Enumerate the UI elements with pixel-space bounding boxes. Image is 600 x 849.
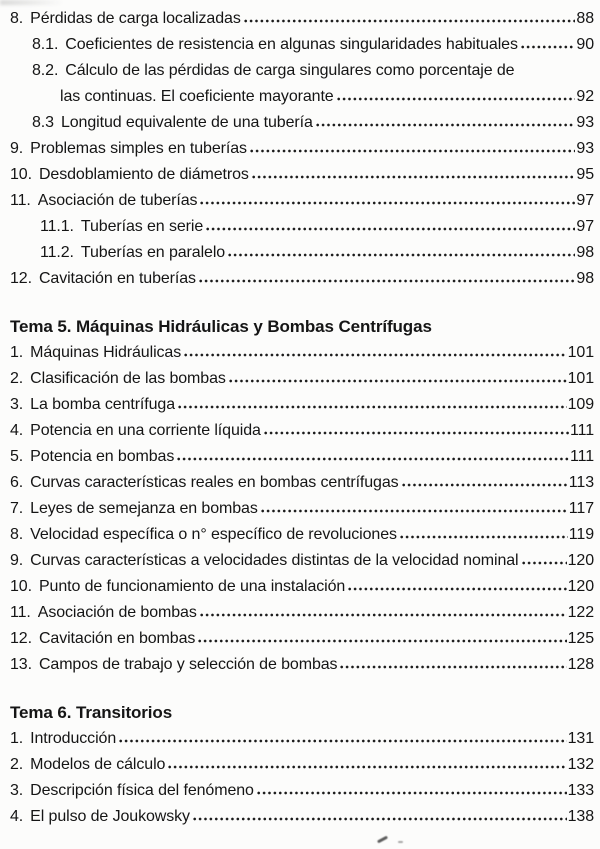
page-number: 120 [567, 578, 594, 595]
toc-section [10, 700, 594, 830]
entry-number: 4. [10, 422, 24, 439]
entry-number: 11.2. [40, 244, 74, 261]
toc-entry [10, 6, 594, 32]
entry-number: 3. [10, 396, 24, 413]
dot-leader [261, 509, 568, 513]
dot-leader [228, 253, 575, 257]
toc-entry [10, 600, 594, 626]
toc-entry [10, 418, 594, 444]
toc-entry [10, 444, 594, 470]
entry-number: 11. [10, 192, 31, 209]
entry-number: 10. [10, 166, 32, 183]
page-number: 131 [567, 730, 594, 747]
dot-leader [177, 457, 569, 461]
dot-leader [119, 739, 566, 743]
toc [10, 6, 594, 830]
toc-entry [10, 32, 594, 58]
toc-entry [10, 214, 594, 240]
page-number: 120 [567, 552, 594, 569]
dot-leader [252, 175, 576, 179]
entry-title: Curvas características reales en bombas centrífugas [30, 474, 399, 491]
toc-entry [10, 266, 594, 292]
toc-entry [10, 804, 594, 830]
entry-title: Problemas simples en tuberías [30, 140, 247, 157]
entry-number: 9. [10, 552, 24, 569]
entry-title: Máquinas Hidráulicas [30, 344, 182, 361]
toc-entry [10, 188, 594, 214]
entry-number: 8. [10, 526, 24, 543]
page-number: 101 [567, 344, 594, 361]
entry-title: Curvas características a velocidades distintas de la velocidad nominal [30, 552, 519, 569]
toc-entry [10, 366, 594, 392]
entry-title: Pérdidas de carga localizadas [30, 10, 241, 27]
page-number: 101 [567, 370, 594, 387]
entry-number: 5. [10, 448, 24, 465]
toc-entry [10, 496, 594, 522]
scan-edge-shadow [0, 0, 64, 5]
section-heading: Tema 6. Transitorios [10, 703, 173, 722]
page-number: 132 [567, 756, 594, 773]
entry-title: Clasificación de las bombas [30, 370, 226, 387]
dot-leader [244, 19, 576, 23]
dot-leader [402, 483, 568, 487]
entry-number: 2. [10, 370, 24, 387]
page-number: 122 [567, 604, 594, 621]
dot-leader [178, 405, 567, 409]
dot-leader [229, 379, 567, 383]
entry-title: Tuberías en serie [80, 218, 204, 235]
toc-entry [10, 392, 594, 418]
entry-number: 4. [10, 808, 24, 825]
page-number: 119 [568, 526, 594, 543]
entry-number: 12. [10, 630, 32, 647]
toc-entry [10, 626, 594, 652]
entry-title: Asociación de tuberías [37, 192, 198, 209]
page-number: 113 [568, 474, 594, 491]
toc-entry [10, 240, 594, 266]
toc-entry-continuation [10, 84, 594, 110]
dot-leader [198, 639, 566, 643]
entry-title: Coeficientes de resistencia en algunas singularidades habituales [65, 36, 518, 53]
toc-entry [10, 58, 594, 84]
entry-number: 9. [10, 140, 24, 157]
page-number: 97 [576, 218, 594, 235]
dot-leader [200, 201, 575, 205]
entry-title: La bomba centrífuga [30, 396, 176, 413]
entry-number: 12. [10, 270, 32, 287]
toc-entry [10, 136, 594, 162]
entry-title: Cavitación en tuberías [38, 270, 196, 287]
toc-entry [10, 652, 594, 678]
entry-number: 1. [10, 344, 24, 361]
entry-number: 1. [10, 730, 24, 747]
toc-entry [10, 726, 594, 752]
page-number: 128 [567, 656, 594, 673]
dot-leader [250, 149, 575, 153]
dot-leader [206, 227, 575, 231]
toc-entry [10, 470, 594, 496]
page-number: 111 [569, 448, 594, 465]
entry-number: 8.3 [32, 114, 54, 131]
entry-title: Velocidad específica o n° específico de revoluciones [30, 526, 397, 543]
dot-leader [199, 279, 575, 283]
entry-title: Tuberías en paralelo [80, 244, 226, 261]
section-heading: Tema 5. Máquinas Hidráulicas y Bombas Centrífugas [10, 317, 432, 336]
toc-entry [10, 522, 594, 548]
page-number: 95 [576, 166, 594, 183]
entry-title: Leyes de semejanza en bombas [30, 500, 258, 517]
entry-title: El pulso de Joukowsky [30, 808, 190, 825]
entry-title: Modelos de cálculo [30, 756, 166, 773]
toc-entry [10, 110, 594, 136]
entry-number: 7. [10, 500, 24, 517]
entry-title: Descripción física del fenómeno [30, 782, 254, 799]
entry-title: Campos de trabajo y selección de bombas [38, 656, 338, 673]
dot-leader [340, 665, 566, 669]
entry-number: 2. [10, 756, 24, 773]
page-number: 90 [576, 36, 594, 53]
page-number: 93 [576, 140, 594, 157]
entry-title: Cálculo de las pérdidas de carga singulares como porcentaje de [65, 62, 515, 79]
entry-title: Cavitación en bombas [38, 630, 196, 647]
toc-section [10, 314, 594, 678]
page-number: 133 [567, 782, 594, 799]
page-number: 138 [567, 808, 594, 825]
dot-leader [400, 535, 568, 539]
page-number: 88 [576, 10, 594, 27]
dot-leader [316, 123, 576, 127]
page-number: 98 [576, 270, 594, 287]
entry-number: 8.1. [32, 36, 59, 53]
page-number: 125 [567, 630, 594, 647]
dot-leader [522, 561, 567, 565]
page-number: 93 [576, 114, 594, 131]
entry-title: Potencia en una corriente líquida [30, 422, 261, 439]
entry-title: Punto de funcionamiento de una instalación [38, 578, 346, 595]
page-number: 98 [576, 244, 594, 261]
entry-number: 6. [10, 474, 24, 491]
dot-leader [193, 817, 567, 821]
entry-title: Longitud equivalente de una tubería [60, 114, 313, 131]
page-number: 111 [569, 422, 594, 439]
page-number: 97 [576, 192, 594, 209]
entry-title-continued: las continuas. El coeficiente mayorante [60, 88, 334, 105]
dot-leader [257, 791, 567, 795]
dot-leader [521, 45, 576, 49]
toc-entry [10, 548, 594, 574]
entry-number: 3. [10, 782, 24, 799]
dot-leader [200, 613, 567, 617]
toc-entry [10, 162, 594, 188]
entry-number: 11. [10, 604, 31, 621]
scan-smudge-small [398, 841, 403, 843]
dot-leader [337, 97, 576, 101]
entry-number: 13. [10, 656, 32, 673]
entry-title: Introducción [30, 730, 117, 747]
toc-entry [10, 778, 594, 804]
page-number: 117 [568, 500, 594, 517]
page-number: 109 [567, 396, 594, 413]
entry-number: 8.2. [32, 62, 59, 79]
toc-section [10, 6, 594, 292]
entry-title: Asociación de bombas [37, 604, 197, 621]
toc-entry [10, 340, 594, 366]
entry-number: 10. [10, 578, 32, 595]
scan-smudge [377, 836, 388, 844]
entry-number: 11.1. [40, 218, 74, 235]
dot-leader [264, 431, 569, 435]
toc-entry [10, 574, 594, 600]
page-number: 92 [576, 88, 594, 105]
entry-number: 8. [10, 10, 24, 27]
toc-entry [10, 752, 594, 778]
dot-leader [184, 353, 566, 357]
dot-leader [168, 765, 566, 769]
entry-title: Potencia en bombas [30, 448, 175, 465]
dot-leader [348, 587, 566, 591]
entry-title: Desdoblamiento de diámetros [38, 166, 249, 183]
